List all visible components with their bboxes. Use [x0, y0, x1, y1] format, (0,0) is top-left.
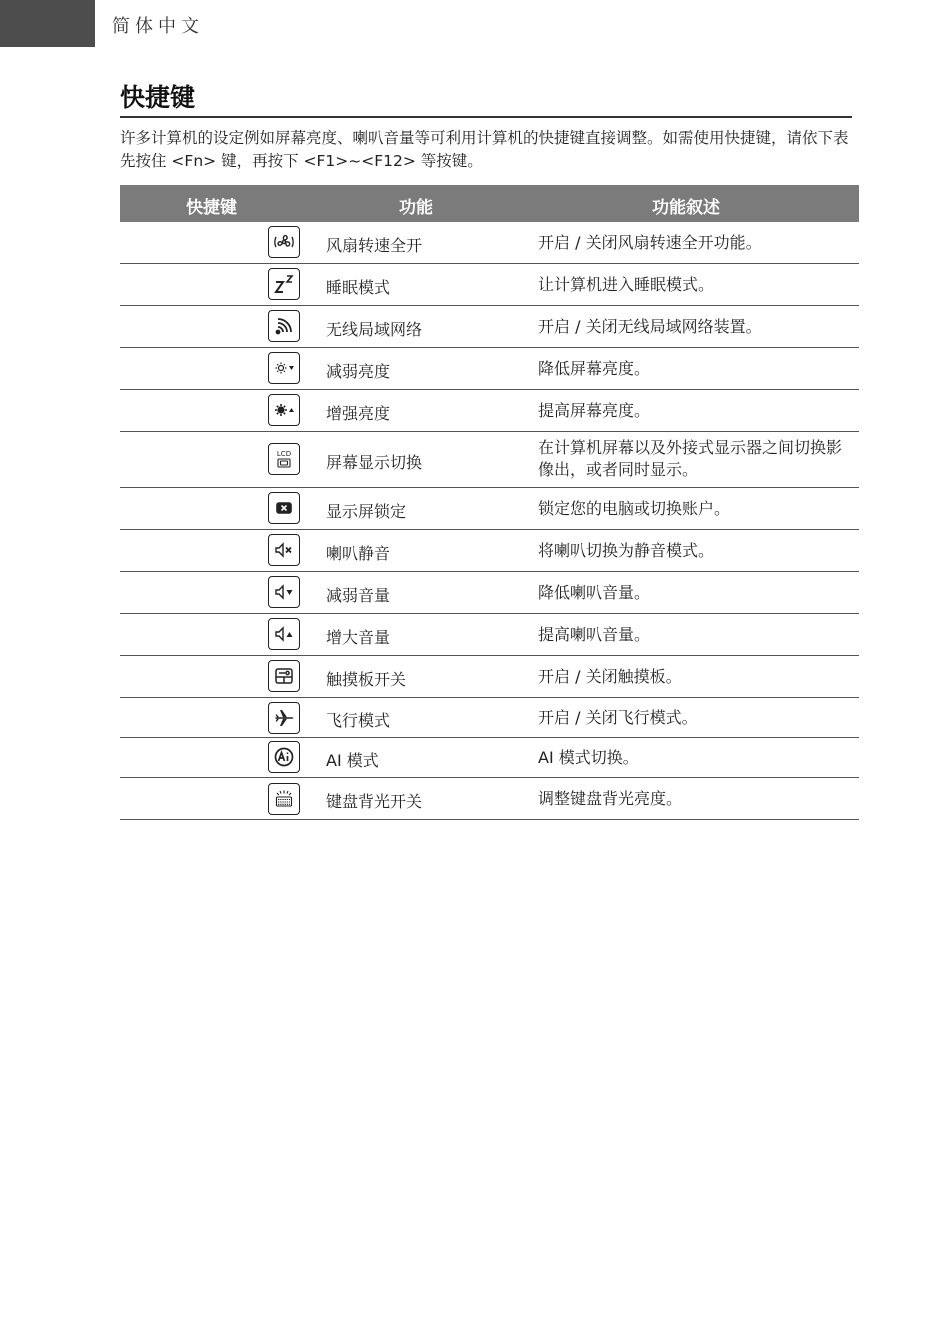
table-header [120, 185, 859, 222]
function-name: 触摸板开关 [326, 670, 407, 689]
function-name: 键盘背光开关 [326, 792, 423, 811]
ai-icon [268, 741, 300, 773]
table-row [120, 222, 859, 264]
function-description: 调整键盘背光亮度。 [538, 789, 683, 808]
function-description: 提高喇叭音量。 [538, 625, 651, 644]
function-name: AI 模式 [326, 751, 379, 770]
table-row [120, 348, 859, 390]
function-description: 开启 / 关闭无线局域网络装置。 [538, 317, 762, 336]
function-description: 开启 / 关闭飞行模式。 [538, 708, 698, 727]
function-description: AI 模式切换。 [538, 748, 639, 767]
hotkey-table [120, 185, 859, 820]
sleep-zz-icon [268, 268, 300, 300]
function-name: 增大音量 [326, 628, 391, 647]
function-name: 减弱亮度 [326, 362, 391, 381]
function-description: 降低屏幕亮度。 [538, 359, 651, 378]
volume-up-icon [268, 618, 300, 650]
title-divider [120, 116, 852, 118]
header-function: 功能 [399, 198, 433, 218]
airplane-icon [268, 702, 300, 734]
table-row [120, 698, 859, 738]
svg-text:LCD: LCD [276, 450, 292, 458]
function-name: 屏幕显示切换 [326, 453, 423, 472]
function-name: 睡眠模式 [326, 278, 391, 297]
function-name: 显示屏锁定 [326, 502, 407, 521]
table-row [120, 778, 859, 820]
function-description: 降低喇叭音量。 [538, 583, 651, 602]
function-name: 飞行模式 [326, 711, 391, 730]
function-description: 在计算机屏幕以及外接式显示器之间切换影像出，或者同时显示。 [538, 438, 843, 479]
function-name: 喇叭静音 [326, 544, 391, 563]
function-name: 无线局域网络 [326, 320, 423, 339]
table-row [120, 738, 859, 778]
screen-lock-icon [268, 492, 300, 524]
page-title: 快捷键 [120, 83, 196, 112]
lcd-switch-icon [268, 443, 300, 475]
table-row [120, 264, 859, 306]
language-tab [0, 0, 95, 47]
volume-down-icon [268, 576, 300, 608]
intro-paragraph: 许多计算机的设定例如屏幕亮度、喇叭音量等可利用计算机的快捷键直接调整。如需使用快捷键，请依下表先按住 <Fn> 键，再按下 <F1>~<F12> 等按键。 [120, 129, 849, 170]
table-row [120, 390, 859, 432]
function-description: 提高屏幕亮度。 [538, 401, 651, 420]
brightness-up-icon [268, 394, 300, 426]
table-row [120, 572, 859, 614]
function-name: 增强亮度 [326, 404, 391, 423]
table-row [120, 656, 859, 698]
fan-icon [268, 226, 300, 258]
table-row [120, 614, 859, 656]
table-row [120, 432, 859, 488]
brightness-down-icon [268, 352, 300, 384]
header-description: 功能叙述 [652, 198, 720, 218]
function-description: 将喇叭切换为静音模式。 [538, 541, 715, 560]
header-key: 快捷键 [186, 198, 237, 218]
wireless-icon [268, 310, 300, 342]
function-name: 减弱音量 [326, 586, 391, 605]
table-row [120, 488, 859, 530]
function-description: 开启 / 关闭风扇转速全开功能。 [538, 233, 762, 252]
function-description: 让计算机进入睡眠模式。 [538, 275, 715, 294]
function-description: 锁定您的电脑或切换账户。 [538, 499, 731, 518]
table-row [120, 530, 859, 572]
function-name: 风扇转速全开 [326, 236, 423, 255]
keyboard-backlight-icon [268, 783, 300, 815]
touchpad-icon [268, 660, 300, 692]
function-description: 开启 / 关闭触摸板。 [538, 667, 682, 686]
speaker-mute-icon [268, 534, 300, 566]
table-row [120, 306, 859, 348]
language-label: 简体中文 [112, 16, 204, 37]
